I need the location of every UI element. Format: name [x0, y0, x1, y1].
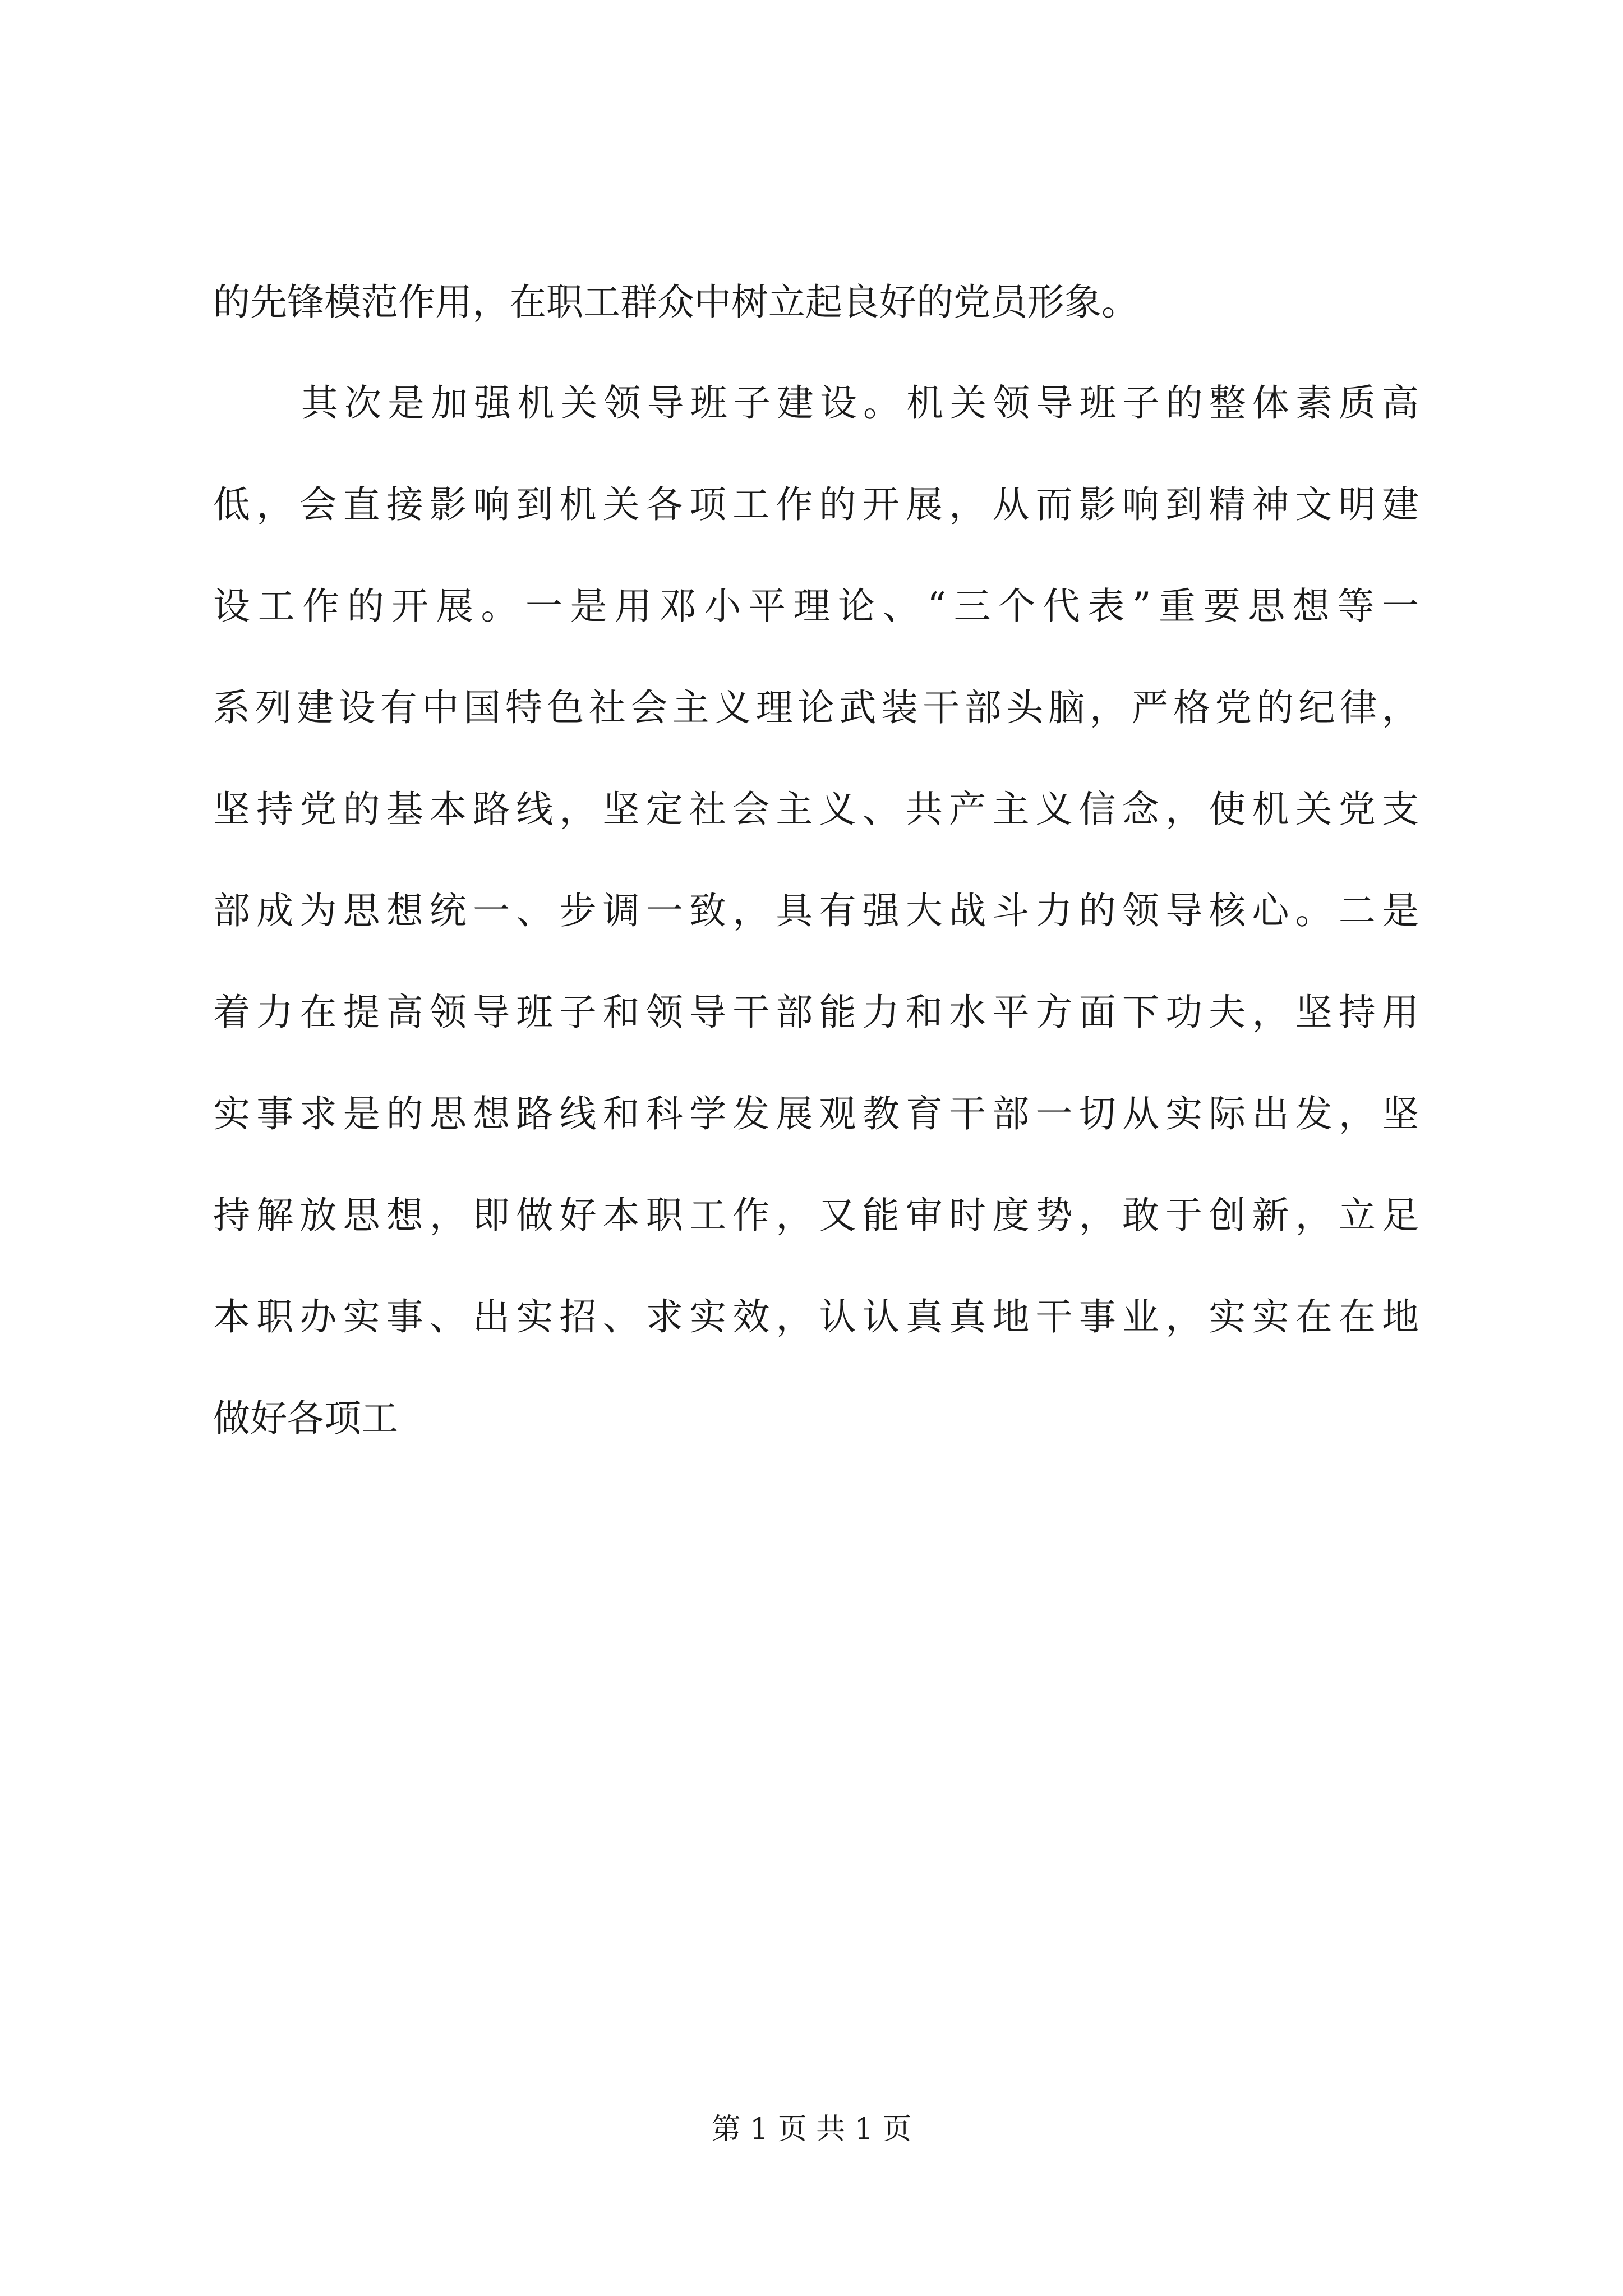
paragraph-line: 实事求是的思想路线和科学发展观教育干部一切从实际出发，坚 [213, 1092, 1419, 1135]
paragraph-line: 着力在提高领导班子和领导干部能力和水平方面下功夫，坚持用 [213, 991, 1419, 1034]
paragraph-line: 其次是加强机关领导班子建设。机关领导班子的整体素质高 [301, 381, 1419, 425]
paragraph-line: 做好各项工 [213, 1397, 398, 1440]
paragraph-line: 持解放思想，即做好本职工作，又能审时度势，敢于创新，立足 [213, 1194, 1419, 1237]
paragraph-line: 本职办实事、出实招、求实效，认认真真地干事业，实实在在地 [213, 1295, 1419, 1338]
paragraph-line: 低，会直接影响到机关各项工作的开展，从而影响到精神文明建 [213, 483, 1419, 526]
paragraph-line: 设工作的开展。一是用邓小平理论、“三个代表”重要思想等一 [213, 585, 1419, 628]
paragraph-line: 坚持党的基本路线，坚定社会主义、共产主义信念，使机关党支 [213, 788, 1419, 831]
page-number-footer: 第 1 页 共 1 页 [711, 2113, 912, 2146]
paragraph-line: 的先锋模范作用，在职工群众中树立起良好的党员形象。 [213, 280, 1138, 324]
paragraph-line: 部成为思想统一、步调一致，具有强大战斗力的领导核心。二是 [213, 889, 1419, 932]
paragraph-line: 系列建设有中国特色社会主义理论武装干部头脑，严格党的纪律， [213, 686, 1419, 729]
